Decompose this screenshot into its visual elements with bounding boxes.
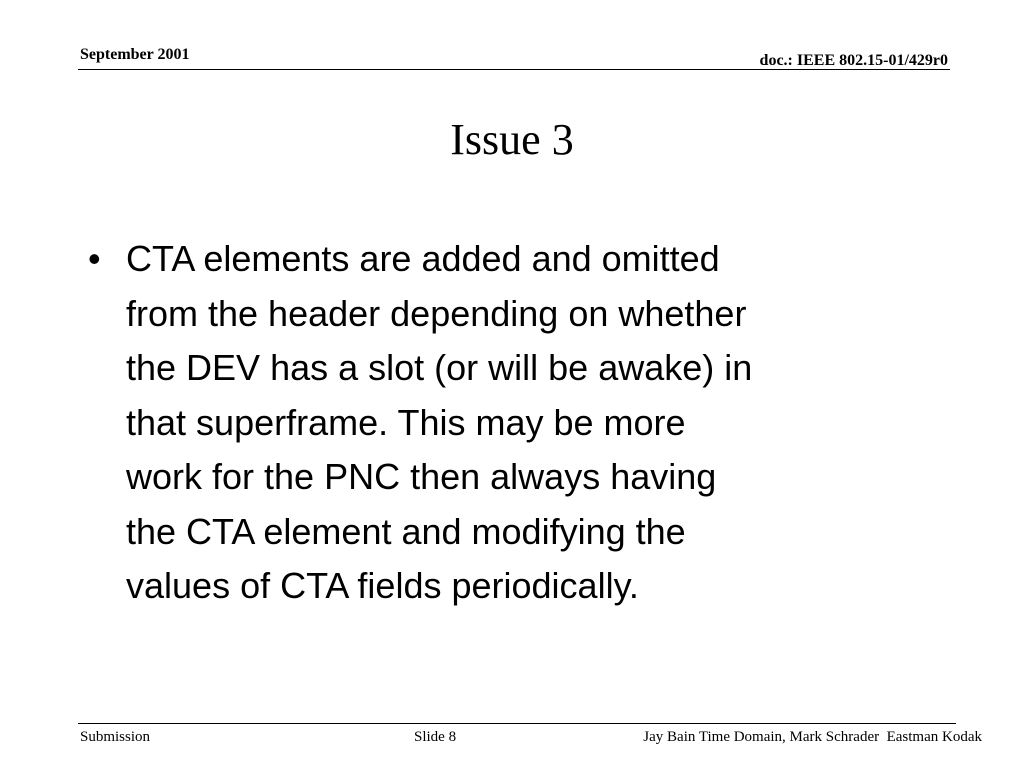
bullet-text-line: the CTA element and modifying the — [126, 510, 686, 552]
bullet-text-line: values of CTA fields periodically. — [126, 565, 639, 606]
bullet-text-line: work for the PNC then always having — [126, 456, 717, 497]
header-divider — [78, 69, 950, 70]
footer-divider — [78, 723, 956, 724]
header-date: September 2001 — [80, 46, 190, 63]
slide-title: Issue 3 — [450, 115, 574, 164]
bullet-text-line: CTA elements are added and omitted — [126, 238, 720, 279]
footer-authors: Jay Bain Time Domain, Mark Schrader Eastman Kodak — [643, 729, 982, 745]
footer-submission: Submission — [80, 729, 151, 745]
bullet-text-line: the DEV has a slot (or will be awake) in — [126, 347, 753, 388]
header-document-id: doc.: IEEE 802.15-01/429r0 — [759, 52, 948, 69]
bullet-item — [88, 232, 948, 614]
footer-slide-number: Slide 8 — [414, 729, 457, 745]
bullet-text-line: from the header depending on whether — [126, 292, 747, 334]
bullet-list — [88, 232, 948, 614]
bullet-icon: • — [88, 238, 101, 279]
bullet-text-line: that superframe. This may be more — [126, 401, 686, 443]
